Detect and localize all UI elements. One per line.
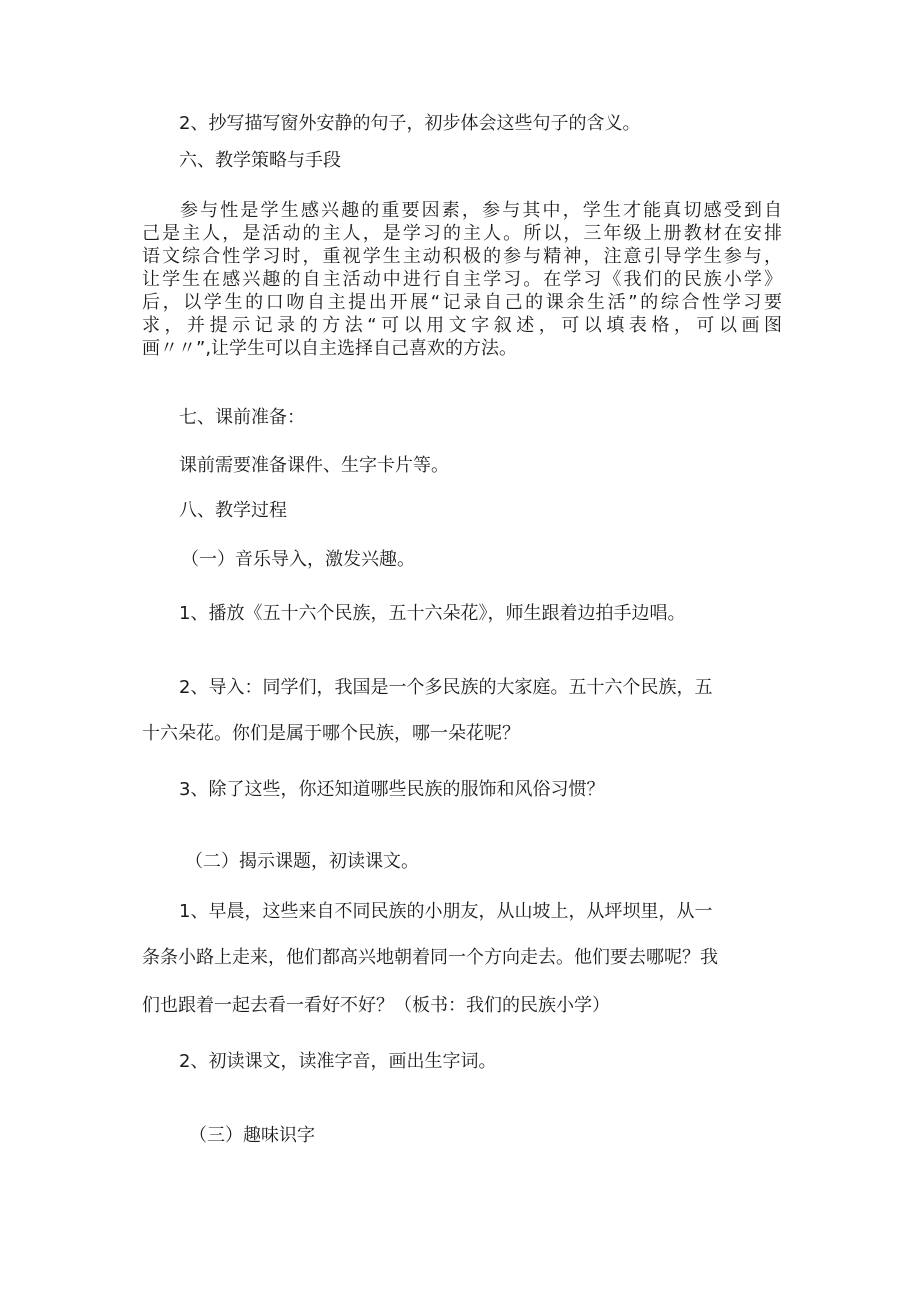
strategy-line-2: 己是主人，是活动的主人，是学习的主人。所以，三年级上册教材在安排 <box>142 223 782 244</box>
strategy-line-4: 让学生在感兴趣的自主活动中进行自主学习。在学习《我们的民族小学》 <box>142 269 782 290</box>
strategy-line-5: 后，以学生的口吻自主提出开展“记录自己的课余生活”的综合性学习要 <box>142 292 782 313</box>
section-8-heading: 八、教学过程 <box>179 500 287 521</box>
strategy-line-6: 求，并提示记录的方法“可以用文字叙述，可以填表格，可以画图 <box>142 315 782 336</box>
part-2-item-2: 2、初读课文，读准字音，画出生字词。 <box>179 1051 497 1072</box>
part-1-item-3: 3、除了这些，你还知道哪些民族的服饰和风俗习惯？ <box>179 779 605 800</box>
part-2-item-1-line-1: 1、早晨，这些来自不同民族的小朋友，从山坡上，从坪坝里，从一 <box>179 901 713 922</box>
strategy-paragraph <box>142 199 782 360</box>
part-3-heading: （三）趣味识字 <box>189 1125 315 1146</box>
strategy-line-7: 画〃〃”,让学生可以自主选择自己喜欢的方法。 <box>142 338 518 359</box>
item-2-copy-sentences: 2、抄写描写窗外安静的句子，初步体会这些句子的含义。 <box>179 113 641 134</box>
section-6-heading: 六、教学策略与手段 <box>179 150 341 171</box>
strategy-line-1: 参与性是学生感兴趣的重要因素，参与其中，学生才能真切感受到自 <box>180 200 782 221</box>
part-2-heading: （二）揭示课题，初读课文。 <box>185 851 419 872</box>
part-1-item-2-line-1: 2、导入：同学们，我国是一个多民族的大家庭。五十六个民族，五 <box>179 677 713 698</box>
part-1-item-1: 1、播放《五十六个民族，五十六朵花》，师生跟着边拍手边唱。 <box>179 603 686 624</box>
preparation-text: 课前需要准备课件、生字卡片等。 <box>179 455 449 476</box>
part-1-item-2-line-2: 十六朵花。你们是属于哪个民族，哪一朵花呢？ <box>142 723 520 744</box>
part-2-item-1-line-3: 们也跟着一起去看一看好不好？（板书：我们的民族小学） <box>142 995 610 1016</box>
strategy-line-3: 语文综合性学习时，重视学生主动积极的参与精神，注意引导学生参与， <box>142 246 782 267</box>
part-1-heading: （一）音乐导入，激发兴趣。 <box>181 549 415 570</box>
part-2-item-1-line-2: 条条小路上走来，他们都高兴地朝着同一个方向走去。他们要去哪呢？我 <box>142 947 718 968</box>
section-7-heading: 七、课前准备： <box>179 407 305 428</box>
